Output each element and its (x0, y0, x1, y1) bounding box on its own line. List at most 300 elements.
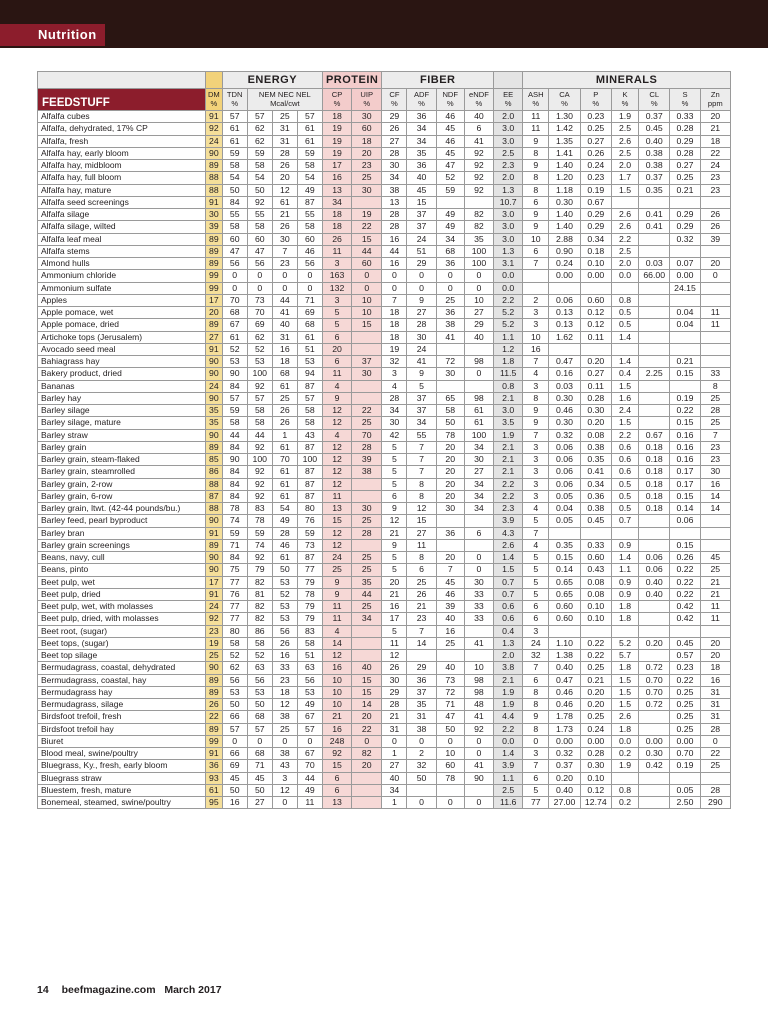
table-cell: 83 (247, 503, 272, 515)
table-cell: 10 (322, 674, 351, 686)
table-cell: 22 (352, 405, 382, 417)
table-cell (352, 539, 382, 551)
table-cell: 70 (247, 307, 272, 319)
table-cell: 0.14 (670, 503, 700, 515)
table-cell (639, 539, 670, 551)
table-cell: 44 (247, 429, 272, 441)
table-row (38, 637, 731, 649)
table-cell: 0.20 (580, 417, 611, 429)
table-cell: 25 (352, 552, 382, 564)
table-cell: 20 (436, 466, 464, 478)
table-cell: 40 (407, 172, 436, 184)
table-cell: 18 (322, 209, 351, 221)
table-cell: 0.25 (580, 662, 611, 674)
table-cell: 0.42 (670, 601, 700, 613)
table-cell: 9 (382, 503, 407, 515)
table-cell: 50 (247, 784, 272, 796)
table-cell: 23 (272, 258, 297, 270)
table-cell: 5 (382, 478, 407, 490)
table-cell: 1.9 (494, 429, 523, 441)
table-cell: 20 (352, 147, 382, 159)
feedstuff-name: Barley straw (38, 429, 206, 441)
table-cell: 0 (382, 735, 407, 747)
table-cell (436, 196, 464, 208)
table-cell: 45 (700, 552, 730, 564)
table-cell (670, 294, 700, 306)
table-cell: 33 (464, 588, 493, 600)
table-cell: 38 (272, 711, 297, 723)
table-cell: 85 (206, 454, 223, 466)
table-cell: 65 (436, 392, 464, 404)
table-cell (436, 650, 464, 662)
table-cell: 53 (272, 576, 297, 588)
table-cell: 4.3 (494, 527, 523, 539)
table-cell: 46 (436, 588, 464, 600)
table-cell: 27 (382, 135, 407, 147)
table-cell: 0 (297, 270, 322, 282)
table-cell (352, 784, 382, 796)
table-cell: 58 (247, 417, 272, 429)
table-cell: 5.2 (494, 319, 523, 331)
table-cell: 50 (222, 699, 247, 711)
table-row (38, 772, 731, 784)
table-cell (639, 650, 670, 662)
table-cell: 0.10 (580, 613, 611, 625)
table-cell: 3.5 (494, 417, 523, 429)
table-cell: 49 (297, 784, 322, 796)
table-cell: 0.67 (580, 196, 611, 208)
table-cell: 0.8 (611, 784, 638, 796)
table-cell: 7 (523, 429, 549, 441)
feedstuff-name: Bermudagrass, coastal, hay (38, 674, 206, 686)
table-cell: 16 (382, 258, 407, 270)
table-cell: 0 (464, 748, 493, 760)
table-cell: 38 (407, 723, 436, 735)
table-cell: 80 (297, 503, 322, 515)
table-cell: 2.5 (611, 245, 638, 257)
table-cell: 0.0 (494, 735, 523, 747)
table-cell: 0 (464, 368, 493, 380)
table-cell: 55 (407, 429, 436, 441)
table-cell: 163 (322, 270, 351, 282)
table-cell (639, 772, 670, 784)
table-cell: 19 (206, 637, 223, 649)
feedstuff-name: Alfalfa stems (38, 245, 206, 257)
table-cell: 0 (297, 282, 322, 294)
table-cell: 0.07 (670, 258, 700, 270)
table-row (38, 258, 731, 270)
table-cell: 60 (352, 123, 382, 135)
table-cell (639, 307, 670, 319)
feedstuff-name: Beet pulp, dried, with molasses (38, 613, 206, 625)
table-cell: 57 (297, 111, 322, 123)
table-cell: 0.22 (670, 405, 700, 417)
table-row (38, 760, 731, 772)
table-cell: 1.9 (611, 111, 638, 123)
table-cell: 0.72 (639, 699, 670, 711)
table-cell: 57 (247, 111, 272, 123)
table-cell: 9 (523, 711, 549, 723)
table-cell: 33 (700, 368, 730, 380)
table-cell: 53 (247, 686, 272, 698)
table-cell: 38 (352, 466, 382, 478)
table-cell: 58 (222, 417, 247, 429)
table-cell: 44 (272, 294, 297, 306)
feedstuff-name: Ammonium chloride (38, 270, 206, 282)
table-row (38, 245, 731, 257)
table-cell: 18 (700, 662, 730, 674)
page-footer (37, 984, 222, 996)
table-cell: 59 (222, 405, 247, 417)
table-cell: 0.0 (611, 270, 638, 282)
table-cell: 58 (247, 221, 272, 233)
table-cell: 0.04 (670, 319, 700, 331)
table-cell (639, 527, 670, 539)
table-cell: 92 (247, 441, 272, 453)
table-cell: 71 (222, 539, 247, 551)
table-cell: 45 (247, 772, 272, 784)
feedstuff-name: Bermudagrass, silage (38, 699, 206, 711)
table-cell: 25 (272, 111, 297, 123)
table-cell: 92 (464, 723, 493, 735)
top-banner (0, 0, 768, 48)
table-cell: 61 (464, 405, 493, 417)
table-cell: 1.8 (611, 601, 638, 613)
table-cell: 1.9 (494, 699, 523, 711)
table-cell: 0.14 (549, 564, 580, 576)
group-fiber: FIBER (382, 72, 494, 89)
table-cell: 3 (523, 307, 549, 319)
table-cell: 58 (222, 221, 247, 233)
table-cell: 0 (222, 282, 247, 294)
table-cell: 0.6 (611, 454, 638, 466)
table-cell: 49 (297, 184, 322, 196)
table-cell: 77 (222, 613, 247, 625)
table-cell: 0.16 (670, 441, 700, 453)
table-cell: 7 (436, 564, 464, 576)
table-cell: 20 (322, 343, 351, 355)
table-cell: 18 (322, 111, 351, 123)
feedstuff-name: Apple pomace, dried (38, 319, 206, 331)
table-cell (700, 245, 730, 257)
table-cell: 0.08 (580, 588, 611, 600)
table-cell: 51 (297, 650, 322, 662)
table-cell: 3.8 (494, 662, 523, 674)
table-cell: 0.17 (670, 478, 700, 490)
table-cell: 45 (436, 123, 464, 135)
table-cell: 13 (382, 196, 407, 208)
table-cell: 0.15 (670, 490, 700, 502)
table-cell (700, 625, 730, 637)
table-cell: 93 (206, 772, 223, 784)
table-cell: 16 (700, 478, 730, 490)
table-cell: 0.00 (549, 735, 580, 747)
table-row (38, 650, 731, 662)
table-cell (580, 625, 611, 637)
table-cell: 0.43 (580, 564, 611, 576)
table-cell: 89 (206, 160, 223, 172)
feedstuff-name: Barley silage (38, 405, 206, 417)
table-cell: 8 (407, 552, 436, 564)
table-cell: 53 (222, 356, 247, 368)
table-cell: 8 (407, 478, 436, 490)
table-cell: 0.67 (639, 429, 670, 441)
table-cell: 77 (222, 576, 247, 588)
table-cell: 50 (407, 772, 436, 784)
feedstuff-name: Bermudagrass, coastal, dehydrated (38, 662, 206, 674)
table-cell: 26 (700, 221, 730, 233)
table-cell: 1.7 (611, 172, 638, 184)
table-cell: 52 (222, 650, 247, 662)
table-cell: 0.46 (549, 699, 580, 711)
table-cell: 61 (272, 552, 297, 564)
table-cell: 79 (297, 576, 322, 588)
table-cell (352, 343, 382, 355)
column-header: CP % (322, 89, 351, 111)
table-row (38, 784, 731, 796)
table-cell (352, 331, 382, 343)
table-cell: 0.2 (611, 748, 638, 760)
table-cell: 18 (382, 331, 407, 343)
table-cell: 27 (382, 760, 407, 772)
table-cell: 54 (272, 503, 297, 515)
table-cell: 1 (272, 429, 297, 441)
table-cell: 100 (247, 368, 272, 380)
table-cell: 0.11 (580, 331, 611, 343)
table-cell: 2.2 (494, 490, 523, 502)
table-cell: 18 (382, 307, 407, 319)
feedstuff-name: Barley grain screenings (38, 539, 206, 551)
table-cell: 15 (352, 233, 382, 245)
table-cell: 0.05 (549, 515, 580, 527)
table-row (38, 735, 731, 747)
table-cell: 90 (206, 662, 223, 674)
table-cell: 2.25 (639, 368, 670, 380)
group-minerals: MINERALS (523, 72, 731, 89)
table-cell: 0.30 (549, 392, 580, 404)
table-cell: 57 (222, 392, 247, 404)
table-cell: 78 (222, 503, 247, 515)
table-cell: 47 (222, 245, 247, 257)
table-cell: 8 (523, 392, 549, 404)
table-cell: 20 (436, 552, 464, 564)
table-row (38, 539, 731, 551)
table-cell: 16 (272, 650, 297, 662)
table-cell: 12 (322, 466, 351, 478)
table-cell: 0.32 (670, 233, 700, 245)
table-cell: 30 (352, 503, 382, 515)
table-cell: 31 (700, 699, 730, 711)
table-cell: 0.06 (549, 441, 580, 453)
table-cell: 70 (352, 429, 382, 441)
table-cell: 6 (322, 784, 351, 796)
table-cell: 40 (272, 319, 297, 331)
table-cell: 0.60 (549, 613, 580, 625)
table-cell: 0.18 (639, 441, 670, 453)
table-row (38, 331, 731, 343)
table-cell: 0.38 (580, 441, 611, 453)
table-cell: 0 (436, 735, 464, 747)
table-cell: 0.65 (549, 576, 580, 588)
table-cell (464, 515, 493, 527)
table-cell: 5 (523, 564, 549, 576)
group-blank-dm (206, 72, 223, 89)
table-cell: 57 (297, 392, 322, 404)
table-cell: 31 (382, 723, 407, 735)
table-cell: 1.3 (494, 245, 523, 257)
table-cell (639, 356, 670, 368)
column-header: eNDF % (464, 89, 493, 111)
table-cell: 0.29 (670, 221, 700, 233)
group-energy: ENERGY (222, 72, 322, 89)
table-cell: 5 (407, 380, 436, 392)
column-header: EE % (494, 89, 523, 111)
table-row (38, 576, 731, 588)
table-cell: 1.5 (611, 686, 638, 698)
table-cell (670, 772, 700, 784)
table-cell: 23 (700, 441, 730, 453)
table-cell: 12 (322, 539, 351, 551)
table-cell: 74 (222, 515, 247, 527)
table-cell: 0.06 (549, 466, 580, 478)
table-cell: 98 (464, 392, 493, 404)
table-cell: 38 (436, 319, 464, 331)
table-row (38, 478, 731, 490)
table-cell: 61 (222, 123, 247, 135)
table-cell: 0.22 (670, 674, 700, 686)
table-cell: 35 (407, 699, 436, 711)
feedstuff-name: Bluestem, fresh, mature (38, 784, 206, 796)
table-cell: 0.41 (639, 221, 670, 233)
feedstuff-name: Alfalfa cubes (38, 111, 206, 123)
table-cell: 8 (523, 699, 549, 711)
table-cell: 10 (352, 294, 382, 306)
table-cell: 10.7 (494, 196, 523, 208)
table-cell: 0.42 (639, 760, 670, 772)
table-cell: 18 (700, 135, 730, 147)
table-cell: 44 (222, 429, 247, 441)
table-cell: 24 (322, 552, 351, 564)
table-row (38, 196, 731, 208)
table-cell: 61 (464, 417, 493, 429)
table-cell: 5.2 (494, 307, 523, 319)
table-cell: 0.7 (611, 515, 638, 527)
table-cell: 50 (222, 784, 247, 796)
table-cell: 15 (352, 686, 382, 698)
table-cell: 52 (272, 588, 297, 600)
table-cell: 1.8 (611, 662, 638, 674)
table-cell: 74 (247, 539, 272, 551)
table-cell: 68 (247, 748, 272, 760)
table-cell: 0.20 (580, 686, 611, 698)
table-cell: 0.65 (549, 588, 580, 600)
feedstuff-name: Beans, pinto (38, 564, 206, 576)
table-cell: 0 (407, 735, 436, 747)
table-cell: 1.78 (549, 711, 580, 723)
table-cell: 61 (297, 331, 322, 343)
table-cell: 34 (464, 490, 493, 502)
table-cell: 0.6 (494, 601, 523, 613)
table-cell: 27 (407, 307, 436, 319)
group-header-row (38, 72, 731, 89)
table-cell: 28 (352, 527, 382, 539)
table-cell (639, 515, 670, 527)
table-cell: 1.8 (611, 723, 638, 735)
table-cell: 132 (322, 282, 351, 294)
table-cell: 21 (700, 588, 730, 600)
table-cell: 71 (247, 760, 272, 772)
table-cell: 29 (464, 319, 493, 331)
table-cell: 0.05 (670, 784, 700, 796)
table-cell: 6 (382, 490, 407, 502)
table-cell: 0 (436, 270, 464, 282)
table-cell: 58 (222, 637, 247, 649)
table-cell (549, 625, 580, 637)
column-header: P % (580, 89, 611, 111)
table-cell: 68 (436, 245, 464, 257)
table-cell: 0.40 (549, 662, 580, 674)
table-cell (700, 343, 730, 355)
table-cell: 0.30 (580, 760, 611, 772)
table-cell: 33 (272, 662, 297, 674)
table-cell: 1.5 (611, 380, 638, 392)
table-cell: 73 (247, 294, 272, 306)
table-cell: 0 (700, 270, 730, 282)
table-cell: 98 (464, 686, 493, 698)
table-cell: 16 (382, 233, 407, 245)
table-cell: 29 (382, 686, 407, 698)
table-cell: 98 (464, 674, 493, 686)
table-cell: 0.46 (549, 686, 580, 698)
table-cell: 2.2 (494, 723, 523, 735)
table-cell: 32 (407, 760, 436, 772)
table-cell: 0 (272, 282, 297, 294)
table-cell: 0.16 (670, 454, 700, 466)
table-cell: 24 (206, 601, 223, 613)
table-cell: 60 (297, 233, 322, 245)
table-cell: 24 (206, 380, 223, 392)
table-cell: 59 (297, 527, 322, 539)
table-cell: 16 (700, 674, 730, 686)
table-cell: 89 (206, 245, 223, 257)
table-cell: 5 (382, 441, 407, 453)
table-cell: 92 (206, 613, 223, 625)
table-cell: 5 (382, 466, 407, 478)
table-cell: 0.38 (639, 147, 670, 159)
table-cell: 44 (382, 245, 407, 257)
table-cell (670, 331, 700, 343)
table-cell: 86 (247, 625, 272, 637)
table-cell: 0.5 (611, 503, 638, 515)
table-cell: 16 (436, 625, 464, 637)
table-cell: 35 (352, 576, 382, 588)
table-cell: 30 (382, 674, 407, 686)
table-cell: 92 (464, 172, 493, 184)
table-cell: 3 (272, 772, 297, 784)
table-row (38, 613, 731, 625)
table-cell: 25 (700, 392, 730, 404)
table-cell: 5 (382, 552, 407, 564)
table-cell: 0.19 (670, 760, 700, 772)
table-cell: 0.15 (549, 552, 580, 564)
feedstuff-name: Barley hay (38, 392, 206, 404)
table-cell: 30 (352, 184, 382, 196)
table-cell: 61 (206, 784, 223, 796)
table-cell: 0 (272, 797, 297, 809)
table-cell: 25 (352, 172, 382, 184)
table-cell: 26 (700, 209, 730, 221)
table-cell: 0.06 (549, 478, 580, 490)
